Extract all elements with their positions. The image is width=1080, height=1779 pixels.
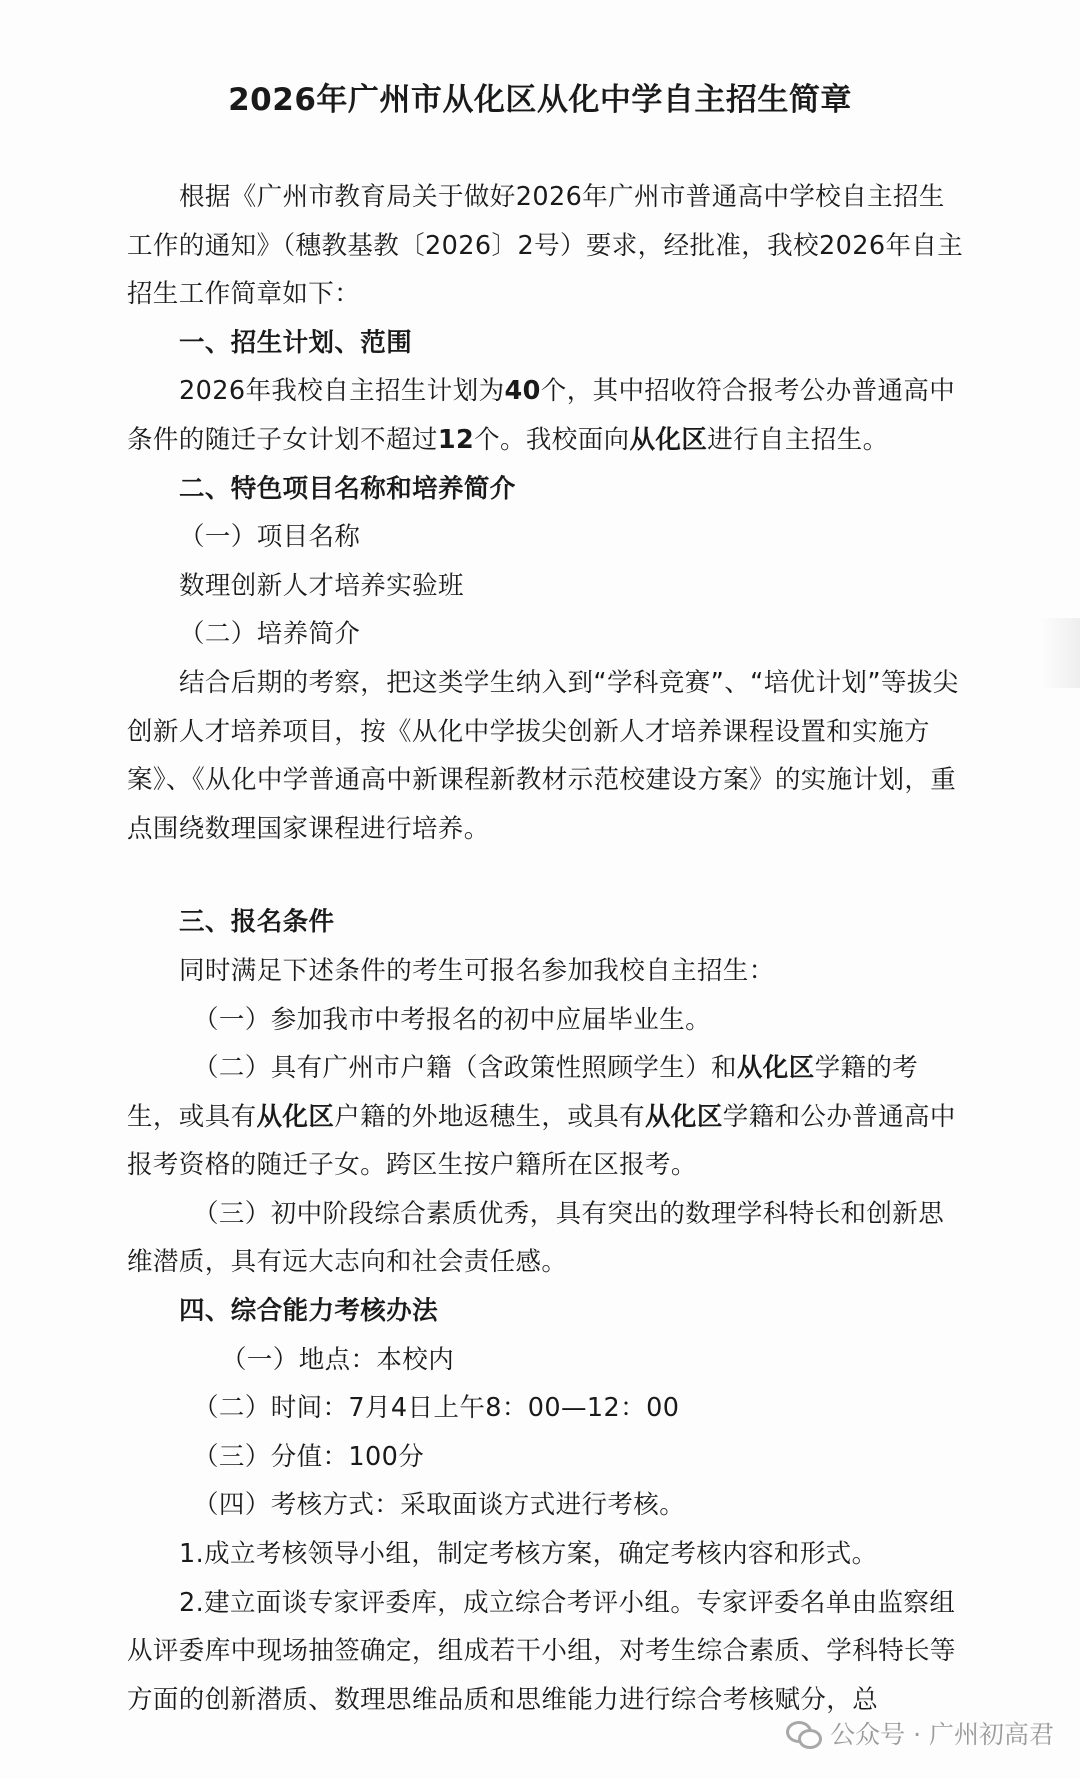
assessment-method: （四）考核方式：采取面谈方式进行考核。	[193, 1490, 686, 1521]
district-name: 从化区	[629, 424, 708, 455]
quota-migrant: 12	[437, 424, 475, 455]
scan-smudge	[1040, 618, 1080, 688]
section-heading-assessment: 四、综合能力考核办法	[179, 1296, 439, 1327]
eligibility-item-3: （三）初中阶段综合素质优秀，具有突出的数理学科特长和创新思维潜质，具有远大志向和社会责任感。	[127, 1198, 945, 1278]
district-name: 从化区	[645, 1101, 723, 1132]
assessment-step-1: 1.成立考核领导小组，制定考核方案，确定考核内容和形式。	[179, 1539, 878, 1570]
text-run: 个。我校面向	[474, 424, 630, 455]
district-name: 从化区	[736, 1053, 815, 1084]
wechat-icon	[786, 1719, 820, 1747]
enrollment-plan-paragraph	[127, 367, 967, 464]
document-title: 2026年广州市从化区从化中学自主招生简章	[228, 82, 852, 118]
wechat-bubble-small	[798, 1729, 822, 1749]
program-description: 结合后期的考察，把这类学生纳入到“学科竞赛”、“培优计划”等拔尖创新人才培养项目，按《从化中学拔尖创新人才培养课程设置和实施方案》、《从化中学普通高中新课程新教材示范校建设方案》的实施计划，重点围绕数理国家课程进行培养。	[127, 667, 959, 844]
text-run: 学籍的考生，或具有	[127, 1053, 919, 1132]
quota-total: 40	[504, 376, 541, 407]
text-run: （二）具有广州市户籍（含政策性照顾学生）和	[193, 1053, 737, 1084]
text-run: 2026年我校自主招生计划为	[179, 376, 505, 407]
watermark-text: 公众号 · 广州初高君	[830, 1720, 1054, 1749]
assessment-step-2: 2.建立面谈专家评委库，成立综合考评小组。专家评委名单由监察组从评委库中现场抽签确定，组成若干小组，对考生综合素质、学科特长等方面的创新潜质、数理思维品质和思维能力进行综合考核赋分，总	[127, 1587, 956, 1715]
text-run: 户籍的外地返穗生，或具有	[334, 1101, 646, 1132]
sub-heading-program-name: （一）项目名称	[179, 522, 361, 553]
text-run: 进行自主招生。	[707, 424, 889, 455]
watermark	[786, 1713, 1054, 1753]
text-run: 学籍和公办普通高中报考资格的随迁子女。跨区生按户籍所在区报考。	[127, 1101, 956, 1181]
eligibility-item-1: （一）参加我市中考报名的初中应届毕业生。	[193, 1004, 712, 1035]
assessment-time: （二）时间：7月4日上午8：00—12：00	[193, 1393, 680, 1424]
assessment-location: （一）地点：本校内	[221, 1344, 455, 1375]
assessment-score: （三）分值：100分	[193, 1441, 425, 1472]
paragraph-gap	[127, 853, 967, 898]
document-body	[127, 173, 967, 1724]
section-heading-eligibility: 三、报名条件	[179, 907, 335, 938]
section-heading-program: 二、特色项目名称和培养简介	[179, 473, 516, 504]
eligibility-item-2	[127, 1044, 967, 1190]
sub-heading-program-intro: （二）培养简介	[179, 619, 361, 650]
eligibility-lead: 同时满足下述条件的考生可报名参加我校自主招生：	[179, 955, 775, 986]
district-name: 从化区	[256, 1101, 335, 1132]
text-run: 个，其中招收符合报考公办普通高中条件的随迁子女计划不超过	[127, 376, 956, 455]
intro-paragraph: 根据《广州市教育局关于做好2026年广州市普通高中学校自主招生工作的通知》（穗教基教〔2026〕2号）要求，经批准，我校2026年自主招生工作简章如下：	[127, 182, 964, 310]
program-name: 数理创新人才培养实验班	[179, 570, 464, 601]
section-heading-enrollment-plan: 一、招生计划、范围	[179, 327, 413, 358]
